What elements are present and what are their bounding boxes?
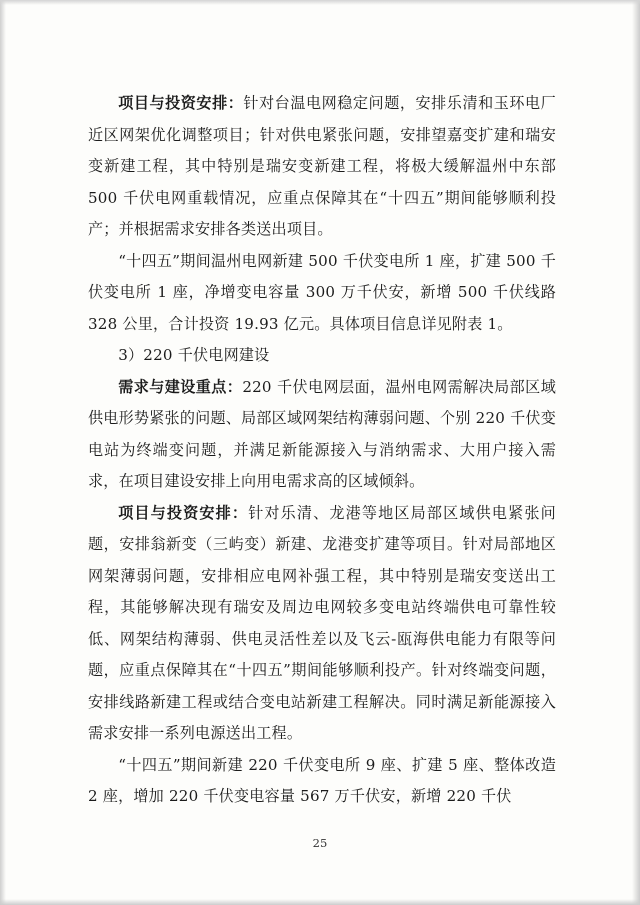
paragraph-3-heading (88, 340, 556, 372)
page-number: 25 (312, 836, 328, 850)
paragraph-5-lead: 项目与投资安排： (118, 503, 249, 522)
page-edge-bottom (0, 899, 640, 905)
document-body (88, 88, 556, 813)
paragraph-5 (88, 498, 556, 750)
paragraph-4 (88, 372, 556, 498)
paragraph-1-text: 针对台温电网稳定问题，安排乐清和玉环电厂近区网架优化调整项目；针对供电紧张问题，安排望嘉变扩建和瑞安变新建工程，其中特别是瑞安变新建工程，将极大缓解温州中东部 500 千伏电网重载情况，应重点保障其在“十四五”期间能够顺利投产；并根据需求安排各类送出项目。 (88, 94, 556, 238)
paragraph-6-text: “十四五”期间新建 220 千伏变电所 9 座、扩建 5 座、整体改造 2 座，增加 220 千伏变电容量 567 万千伏安，新增 220 千伏 (88, 755, 556, 805)
paragraph-2 (88, 246, 556, 341)
paragraph-3-text: 3）220 千伏电网建设 (118, 346, 270, 364)
paragraph-1 (88, 88, 556, 246)
page-edge-left (0, 0, 6, 905)
page-edge-right (632, 0, 640, 905)
page-edge-top (0, 0, 640, 5)
paragraph-1-lead: 项目与投资安排： (118, 94, 244, 112)
paragraph-4-text: 220 千伏电网层面，温州电网需解决局部区域供电形势紧张的问题、局部区域网架结构薄弱问题、个别 220 千伏变电站为终端变问题，并满足新能源接入与消纳需求、大用户接入需求，在项目建设安排上向用电需求高的区域倾斜。 (88, 377, 556, 490)
paragraph-6 (88, 750, 556, 813)
paragraph-5-text: 针对乐清、龙港等地区局部区域供电紧张问题，安排翁新变（三屿变）新建、龙港变扩建等项目。针对局部地区网架薄弱问题，安排相应电网补强工程，其中特别是瑞安变送出工程，其能够解决现有瑞安及周边电网较多变电站终端供电可靠性较低、网架结构薄弱、供电灵活性差以及飞云-瓯海供电能力有限等问题，应重点保障其在“十四五”期间能够顺利投产。针对终端变问题，安排线路新建工程或结合变电站新建工程解决。同时满足新能源接入需求安排一系列电源送出工程。 (88, 503, 556, 742)
paragraph-4-lead: 需求与建设重点： (118, 377, 243, 396)
paragraph-2-text: “十四五”期间温州电网新建 500 千伏变电所 1 座，扩建 500 千伏变电所 1 座，净增变电容量 300 万千伏安，新增 500 千伏线路 328 公里，合计投资 19.93 亿元。具体项目信息详见附表 1。 (88, 251, 556, 333)
